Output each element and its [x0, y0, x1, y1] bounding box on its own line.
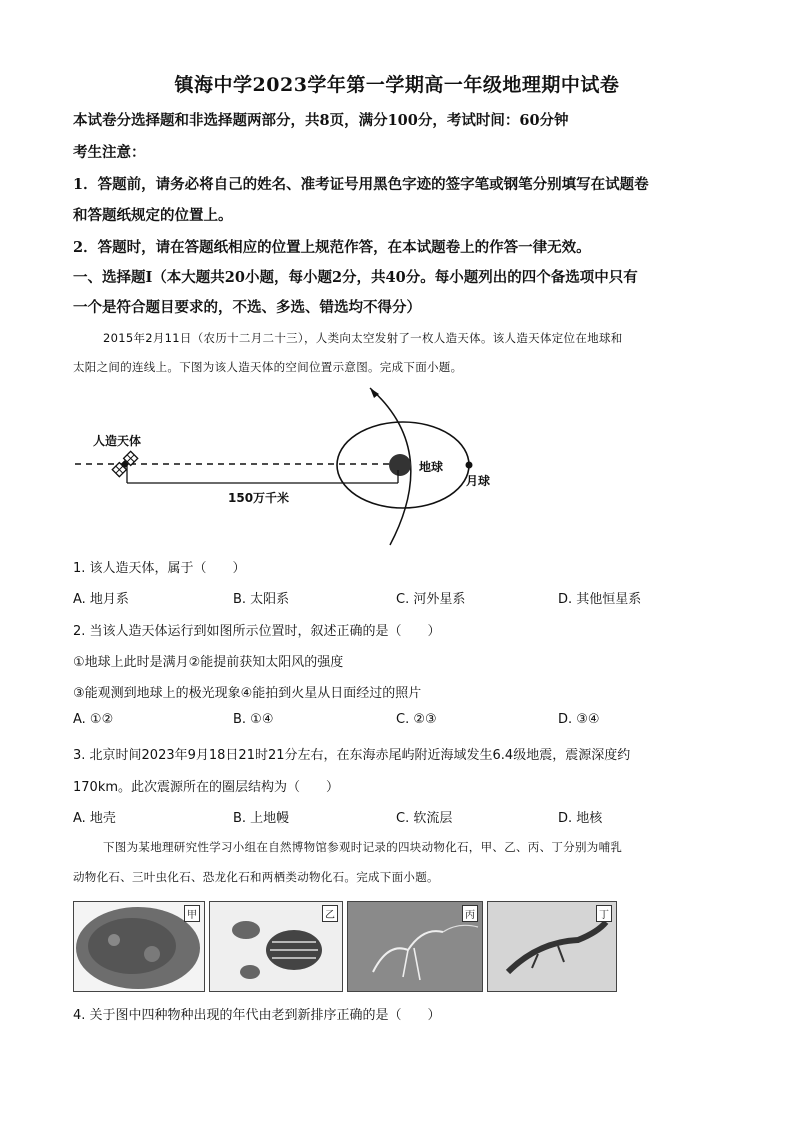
fossil-yi [209, 901, 343, 992]
q2-statement-2: ③能观测到地球上的极光现象④能拍到火星从日面经过的照片 [73, 686, 422, 701]
earth-icon [389, 454, 411, 476]
fossil-ding [487, 901, 617, 992]
fossil-label-bing: 丙 [462, 905, 478, 922]
satellite-diagram [70, 380, 510, 550]
page-title: 镇海中学2023学年第一学期高一年级地理期中试卷 [174, 74, 620, 96]
fossil-label-ding: 丁 [596, 905, 612, 922]
fossil-label-yi: 乙 [322, 905, 338, 922]
notice-1-line1: 1．答题前，请务必将自己的姓名、准考证号用黑色字迹的签字笔或钢笔分别填写在试题卷 [73, 176, 649, 193]
q2-stem: 2. 当该人造天体运行到如图所示位置时，叙述正确的是（ ） [73, 624, 441, 639]
q2-option-c[interactable]: C. ②③ [396, 712, 437, 727]
moon-label: 月球 [466, 474, 491, 488]
fossil-bing [347, 901, 483, 992]
intro1-line1: 2015年2月11日（农历十二月二十三），人类向太空发射了一枚人造天体。该人造天体定位在地球和 [103, 331, 623, 345]
q3-option-c[interactable]: C. 软流层 [396, 811, 453, 826]
distance-label: 150万千米 [228, 491, 290, 505]
q1-option-b[interactable]: B. 太阳系 [233, 592, 290, 607]
notice-1-line2: 和答题纸规定的位置上。 [73, 207, 233, 224]
orbit-arrow-icon [370, 388, 379, 398]
q2-statement-1: ①地球上此时是满月②能提前获知太阳风的强度 [73, 655, 344, 670]
notice-heading: 考生注意： [73, 144, 146, 161]
q4-stem: 4. 关于图中四种物种出现的年代由老到新排序正确的是（ ） [73, 1008, 441, 1023]
q1-option-d[interactable]: D. 其他恒星系 [558, 592, 642, 607]
q2-option-d[interactable]: D. ③④ [558, 712, 600, 727]
q3-option-a[interactable]: A. 地壳 [73, 811, 116, 826]
intro2-line2: 动物化石、三叶虫化石、恐龙化石和两栖类动物化石。完成下面小题。 [73, 870, 439, 884]
q3-stem-line1: 3. 北京时间2023年9月18日21时21分左右，在东海赤尾屿附近海域发生6.4级地震，震源深度约 [73, 748, 631, 763]
q1-stem: 1. 该人造天体，属于（ ） [73, 561, 246, 576]
q3-option-d[interactable]: D. 地核 [558, 811, 603, 826]
q3-stem-line2: 170km。此次震源所在的圈层结构为（ ） [73, 780, 340, 795]
satellite-label: 人造天体 [93, 434, 142, 448]
earth-label: 地球 [419, 460, 444, 474]
fossil-jia [73, 901, 205, 992]
moon-icon [466, 462, 473, 469]
notice-2: 2．答题时，请在答题纸相应的位置上规范作答，在本试题卷上的作答一律无效。 [73, 239, 591, 256]
fossil-label-jia: 甲 [184, 905, 200, 922]
section-heading-line1: 一、选择题Ⅰ（本大题共20小题，每小题2分，共40分。每小题列出的四个备选项中只有 [73, 269, 638, 286]
section-heading-line2: 一个是符合题目要求的，不选、多选、错选均不得分） [73, 299, 421, 316]
q3-option-b[interactable]: B. 上地幔 [233, 811, 290, 826]
q2-option-a[interactable]: A. ①② [73, 712, 114, 727]
exam-info: 本试卷分选择题和非选择题两部分，共8页，满分100分，考试时间：60分钟 [73, 112, 569, 129]
intro1-line2: 太阳之间的连线上。下图为该人造天体的空间位置示意图。完成下面小题。 [73, 360, 463, 374]
intro2-line1: 下图为某地理研究性学习小组在自然博物馆参观时记录的四块动物化石，甲、乙、丙、丁分别为哺乳 [103, 840, 623, 854]
q1-option-a[interactable]: A. 地月系 [73, 592, 129, 607]
q1-option-c[interactable]: C. 河外星系 [396, 592, 466, 607]
q2-option-b[interactable]: B. ①④ [233, 712, 274, 727]
